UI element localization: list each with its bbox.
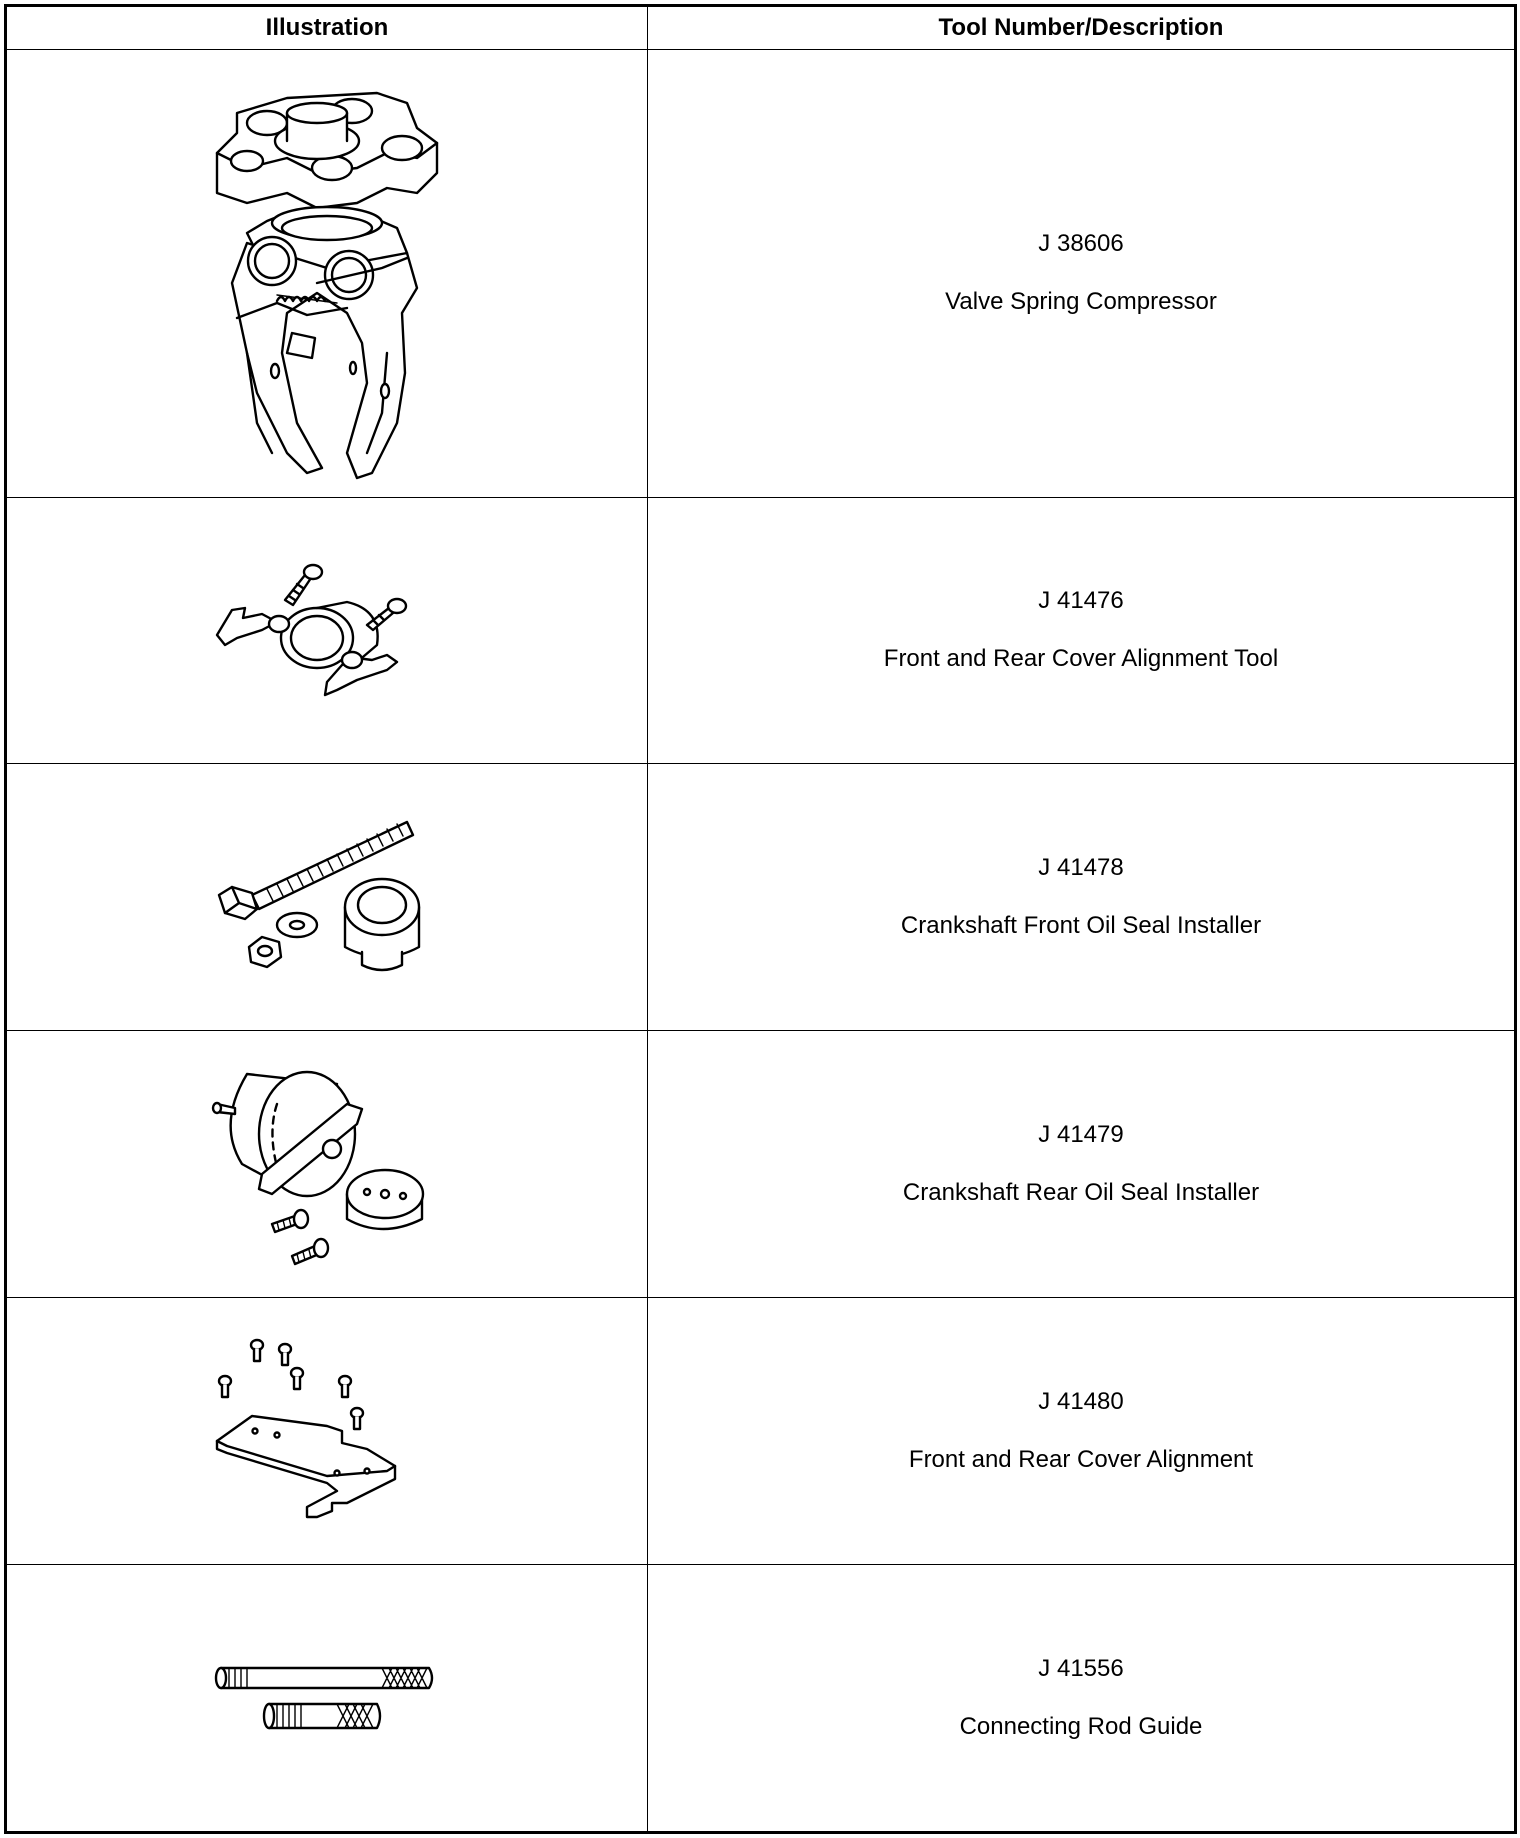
tool-number: J 38606	[1038, 230, 1124, 258]
cover-alignment-plate-drawing	[207, 1331, 447, 1531]
table-row	[6, 1298, 1516, 1565]
tool-number: J 41556	[1038, 1655, 1124, 1683]
illustration-cell	[6, 1298, 648, 1565]
illustration-cell	[6, 1031, 648, 1298]
illustration-cell	[6, 50, 648, 498]
tool-description-cell	[648, 497, 1516, 764]
illustration-cell	[6, 764, 648, 1031]
table-header-row	[6, 6, 1516, 50]
valve-spring-compressor-drawing	[177, 53, 477, 493]
header-tool-number-description: Tool Number/Description	[648, 6, 1516, 50]
tool-description-cell	[648, 1298, 1516, 1565]
header-illustration: Illustration	[6, 6, 648, 50]
tool-description-cell	[648, 764, 1516, 1031]
front-oil-seal-installer-drawing	[207, 807, 447, 987]
table-row	[6, 764, 1516, 1031]
table-row	[6, 497, 1516, 764]
tool-description-cell	[648, 50, 1516, 498]
tool-description: Front and Rear Cover Alignment	[908, 1446, 1254, 1474]
tool-description-cell	[648, 1031, 1516, 1298]
table-row	[6, 1031, 1516, 1298]
cover-alignment-tool-drawing	[207, 550, 447, 710]
table-row	[6, 1565, 1516, 1833]
tool-number: J 41480	[1038, 1388, 1124, 1416]
tool-description: Front and Rear Cover Alignment Tool	[883, 645, 1279, 673]
table-row	[6, 50, 1516, 498]
illustration-cell	[6, 1565, 648, 1833]
special-tools-table	[4, 4, 1517, 1834]
tool-description-cell	[648, 1565, 1516, 1833]
tool-number: J 41479	[1038, 1121, 1124, 1149]
tool-description: Connecting Rod Guide	[959, 1713, 1203, 1741]
tool-number: J 41478	[1038, 854, 1124, 882]
illustration-cell	[6, 497, 648, 764]
connecting-rod-guide-drawing	[207, 1648, 447, 1748]
tool-description: Crankshaft Front Oil Seal Installer	[900, 912, 1262, 940]
tool-description: Valve Spring Compressor	[945, 288, 1217, 316]
tool-number: J 41476	[1038, 587, 1124, 615]
tool-description: Crankshaft Rear Oil Seal Installer	[902, 1179, 1260, 1207]
rear-oil-seal-installer-drawing	[197, 1044, 457, 1284]
